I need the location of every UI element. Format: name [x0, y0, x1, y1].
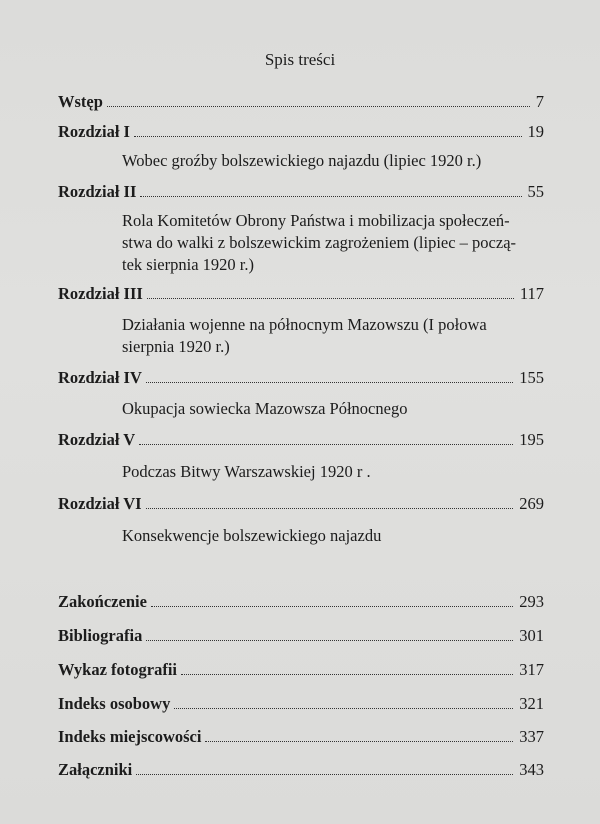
entry-page: 195	[519, 430, 544, 449]
description-line: Wobec groźby bolszewickiego najazdu (lipiec 1920 r.)	[122, 151, 482, 170]
entry-label: Rozdział V	[58, 430, 136, 449]
leader-dots	[107, 106, 530, 107]
entry-label: Bibliografia	[58, 626, 143, 645]
leader-dots	[134, 136, 522, 137]
toc-entry-rozdzial-1	[58, 122, 544, 142]
entry-page: 301	[519, 626, 544, 645]
entry-label: Rozdział IV	[58, 368, 142, 387]
toc-entry-rozdzial-5	[58, 430, 544, 450]
entry-label: Załączniki	[58, 760, 133, 779]
chapter-6-description	[122, 525, 542, 547]
toc-entry-wstep	[58, 92, 544, 112]
entry-label: Rozdział III	[58, 284, 143, 303]
toc-entry-indeks-osobowy	[58, 694, 544, 714]
description-line: Rola Komitetów Obrony Państwa i mobilizacja społeczeń-	[122, 211, 510, 230]
description-line: Podczas Bitwy Warszawskiej 1920 r .	[122, 462, 371, 481]
toc-entry-rozdzial-6	[58, 494, 544, 514]
chapter-4-description	[122, 398, 542, 420]
entry-page: 317	[519, 660, 544, 679]
toc-entry-zakonczenie	[58, 592, 544, 612]
entry-page: 337	[519, 727, 544, 746]
description-line: Okupacja sowiecka Mazowsza Północnego	[122, 399, 408, 418]
chapter-2-description	[122, 210, 542, 276]
leader-dots	[205, 741, 513, 742]
entry-page: 269	[519, 494, 544, 513]
description-line: Działania wojenne na północnym Mazowszu (I połowa	[122, 315, 487, 334]
entry-label: Rozdział II	[58, 182, 137, 201]
entry-page: 343	[519, 760, 544, 779]
description-line: sierpnia 1920 r.)	[122, 337, 230, 356]
leader-dots	[139, 444, 513, 445]
entry-page: 55	[527, 182, 544, 201]
leader-dots	[146, 382, 513, 383]
chapter-5-description	[122, 461, 542, 483]
entry-label: Indeks osobowy	[58, 694, 171, 713]
entry-label: Wstęp	[58, 92, 103, 111]
toc-entry-bibliografia	[58, 626, 544, 646]
toc-entry-indeks-miejscowosci	[58, 727, 544, 747]
toc-entry-rozdzial-4	[58, 368, 544, 388]
leader-dots	[140, 196, 521, 197]
leader-dots	[147, 298, 514, 299]
entry-label: Wykaz fotografii	[58, 660, 177, 679]
chapter-1-description	[122, 150, 542, 172]
entry-page: 117	[519, 284, 544, 303]
chapter-3-description	[122, 314, 542, 358]
toc-entry-rozdzial-3	[58, 284, 544, 304]
leader-dots	[151, 606, 513, 607]
entry-label: Indeks miejscowości	[58, 727, 202, 746]
description-line: tek sierpnia 1920 r.)	[122, 255, 254, 274]
page-title: Spis treści	[264, 50, 336, 69]
description-line: Konsekwencje bolszewickiego najazdu	[122, 526, 382, 545]
entry-label: Zakończenie	[58, 592, 147, 611]
entry-page: 19	[527, 122, 544, 141]
entry-page: 293	[519, 592, 544, 611]
entry-label: Rozdział VI	[58, 494, 142, 513]
toc-entry-rozdzial-2	[58, 182, 544, 202]
leader-dots	[146, 640, 513, 641]
toc-entry-zalaczniki	[58, 760, 544, 780]
leader-dots	[146, 508, 514, 509]
entry-page: 7	[535, 92, 544, 111]
entry-page: 155	[519, 368, 544, 387]
toc-entry-wykaz-fotografii	[58, 660, 544, 680]
entry-label: Rozdział I	[58, 122, 130, 141]
entry-page: 321	[519, 694, 544, 713]
leader-dots	[181, 674, 513, 675]
leader-dots	[136, 774, 513, 775]
description-line: stwa do walki z bolszewickim zagrożeniem (lipiec – począ-	[122, 233, 517, 252]
leader-dots	[174, 708, 513, 709]
